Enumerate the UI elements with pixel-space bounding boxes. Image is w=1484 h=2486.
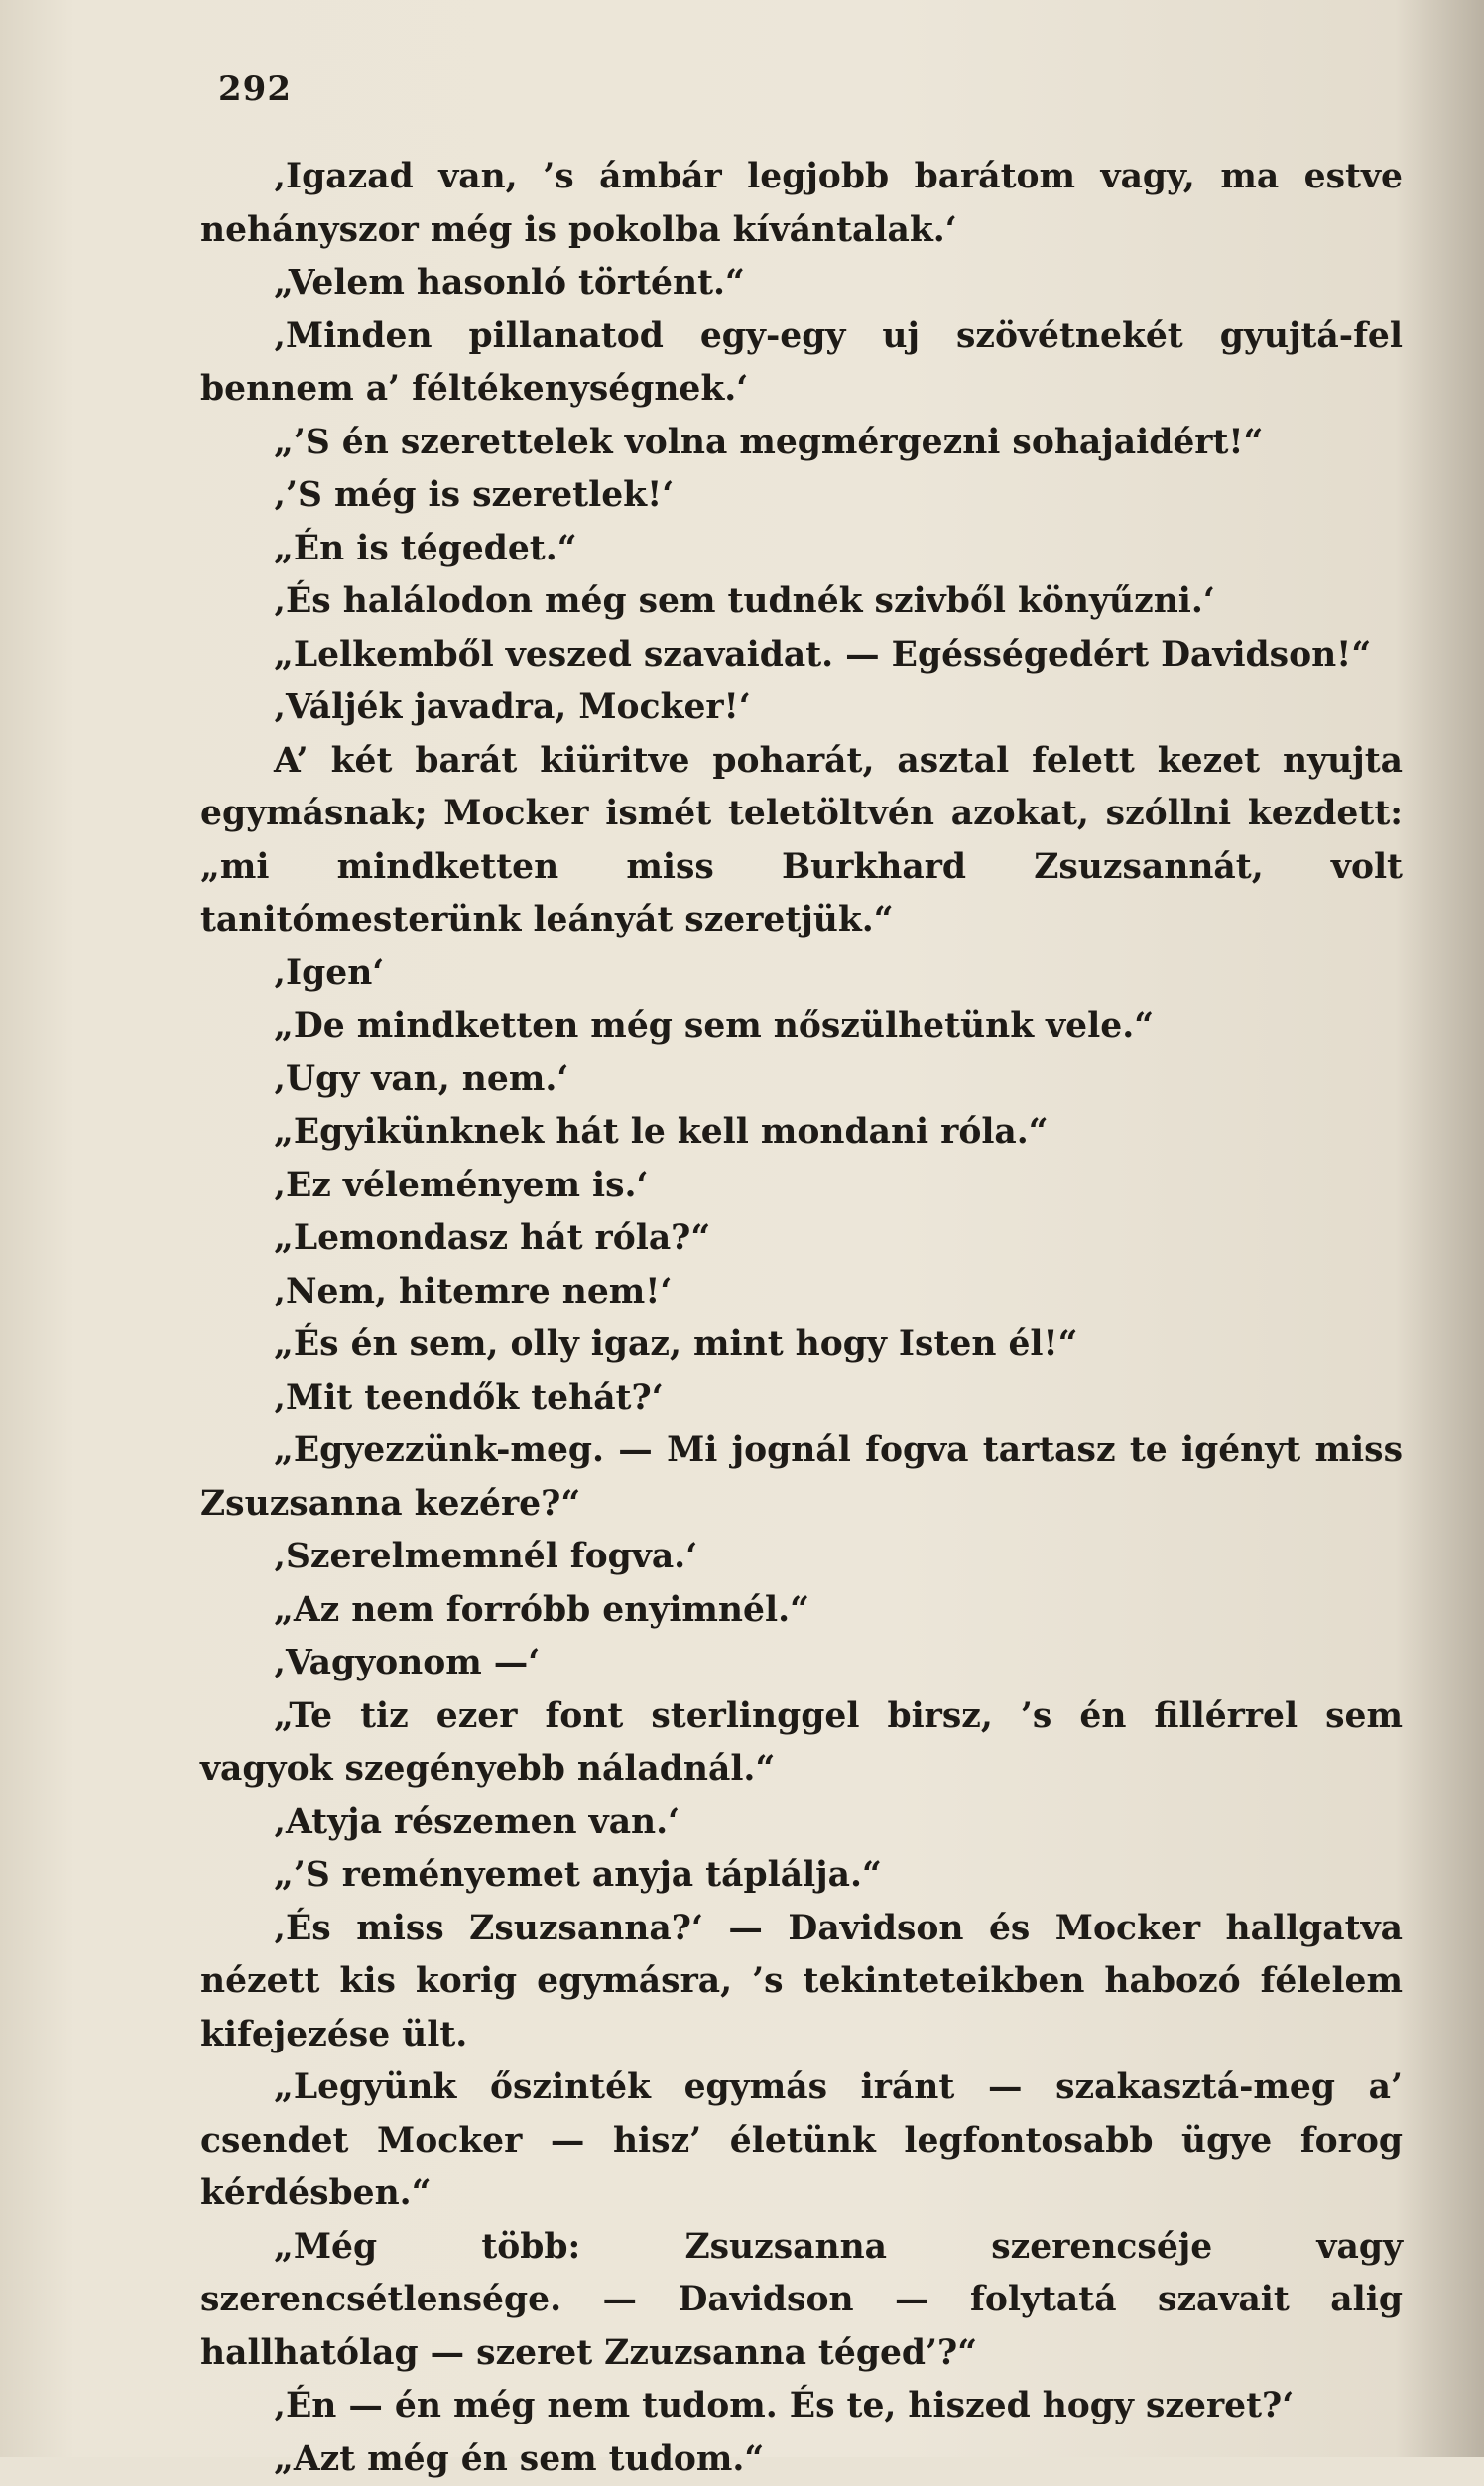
paragraph: „Azt még én sem tudom.“ [200, 2433, 1403, 2486]
paragraph: „Velem hasonló történt.“ [200, 257, 1403, 311]
paragraph: „’S reményemet anyja táplálja.“ [200, 1849, 1403, 1903]
paragraph: ‚És halálodon még sem tudnék szivből könyűzni.‘ [200, 575, 1403, 629]
paragraph: „Az nem forróbb enyimnél.“ [200, 1584, 1403, 1638]
paragraph: „Te tiz ezer font sterlinggel birsz, ’s én fillérrel sem vagyok szegényebb náladnál.“ [200, 1690, 1403, 1797]
page-number: 292 [218, 69, 292, 109]
paragraph: „Egyezzünk-meg. — Mi jognál fogva tartasz te igényt miss Zsuzsanna kezére?“ [200, 1425, 1403, 1531]
paragraph: „Legyünk őszinték egymás iránt — szakasztá-meg a’ csendet Mocker — hisz’ életünk legfontosabb ügye forog kérdésben.“ [200, 2061, 1403, 2221]
paragraph: ‚Igazad van, ’s ámbár legjobb barátom vagy, ma estve nehányszor még is pokolba kívántalak.‘ [200, 151, 1403, 257]
paragraph: ‚Én — én még nem tudom. És te, hiszed hogy szeret?‘ [200, 2380, 1403, 2433]
paragraph: „Lemondasz hát róla?“ [200, 1212, 1403, 1266]
paragraph: „Még több: Zsuzsanna szerencséje vagy szerencsétlensége. — Davidson — folytatá szavait alig hallhatólag — szeret Zzuzsanna téged’?“ [200, 2221, 1403, 2381]
paragraph: ‚Mit teendők tehát?‘ [200, 1372, 1403, 1426]
paragraph: ‚’S még is szeretlek!‘ [200, 469, 1403, 523]
paragraph: ‚Minden pillanatod egy-egy uj szövétnekét gyujtá-fel bennem a’ féltékenységnek.‘ [200, 311, 1403, 417]
paragraph: ‚És miss Zsuzsanna?‘ — Davidson és Mocker hallgatva nézett kis korig egymásra, ’s tekinteteikben habozó félelem kifejezése ült. [200, 1903, 1403, 2062]
paragraph: ‚Szerelmemnél fogva.‘ [200, 1531, 1403, 1584]
paragraph: „És én sem, olly igaz, mint hogy Isten él!“ [200, 1318, 1403, 1372]
paragraph: ‚Váljék javadra, Mocker!‘ [200, 682, 1403, 735]
body-text [200, 151, 1403, 2486]
paragraph: ‚Ugy van, nem.‘ [200, 1054, 1403, 1107]
paragraph: ‚Nem, hitemre nem!‘ [200, 1266, 1403, 1319]
paragraph: ‚Ez véleményem is.‘ [200, 1160, 1403, 1213]
paragraph: „Én is tégedet.“ [200, 523, 1403, 576]
paragraph: „’S én szerettelek volna megmérgezni sohajaidért!“ [200, 417, 1403, 470]
paragraph: „De mindketten még sem nőszülhetünk vele.“ [200, 1000, 1403, 1054]
paragraph: ‚Vagyonom —‘ [200, 1637, 1403, 1690]
paragraph: A’ két barát kiüritve poharát, asztal felett kezet nyujta egymásnak; Mocker ismét teletöltvén azokat, szóllni kezdett: „mi mindketten miss Burkhard Zsuzsannát, volt tanitómesterünk leányát szeretjük.“ [200, 735, 1403, 947]
paragraph: ‚Atyja részemen van.‘ [200, 1797, 1403, 1850]
paragraph: „Lelkemből veszed szavaidat. — Egésségedért Davidson!“ [200, 629, 1403, 683]
paragraph: „Egyikünknek hát le kell mondani róla.“ [200, 1106, 1403, 1160]
paragraph: ‚Igen‘ [200, 947, 1403, 1001]
